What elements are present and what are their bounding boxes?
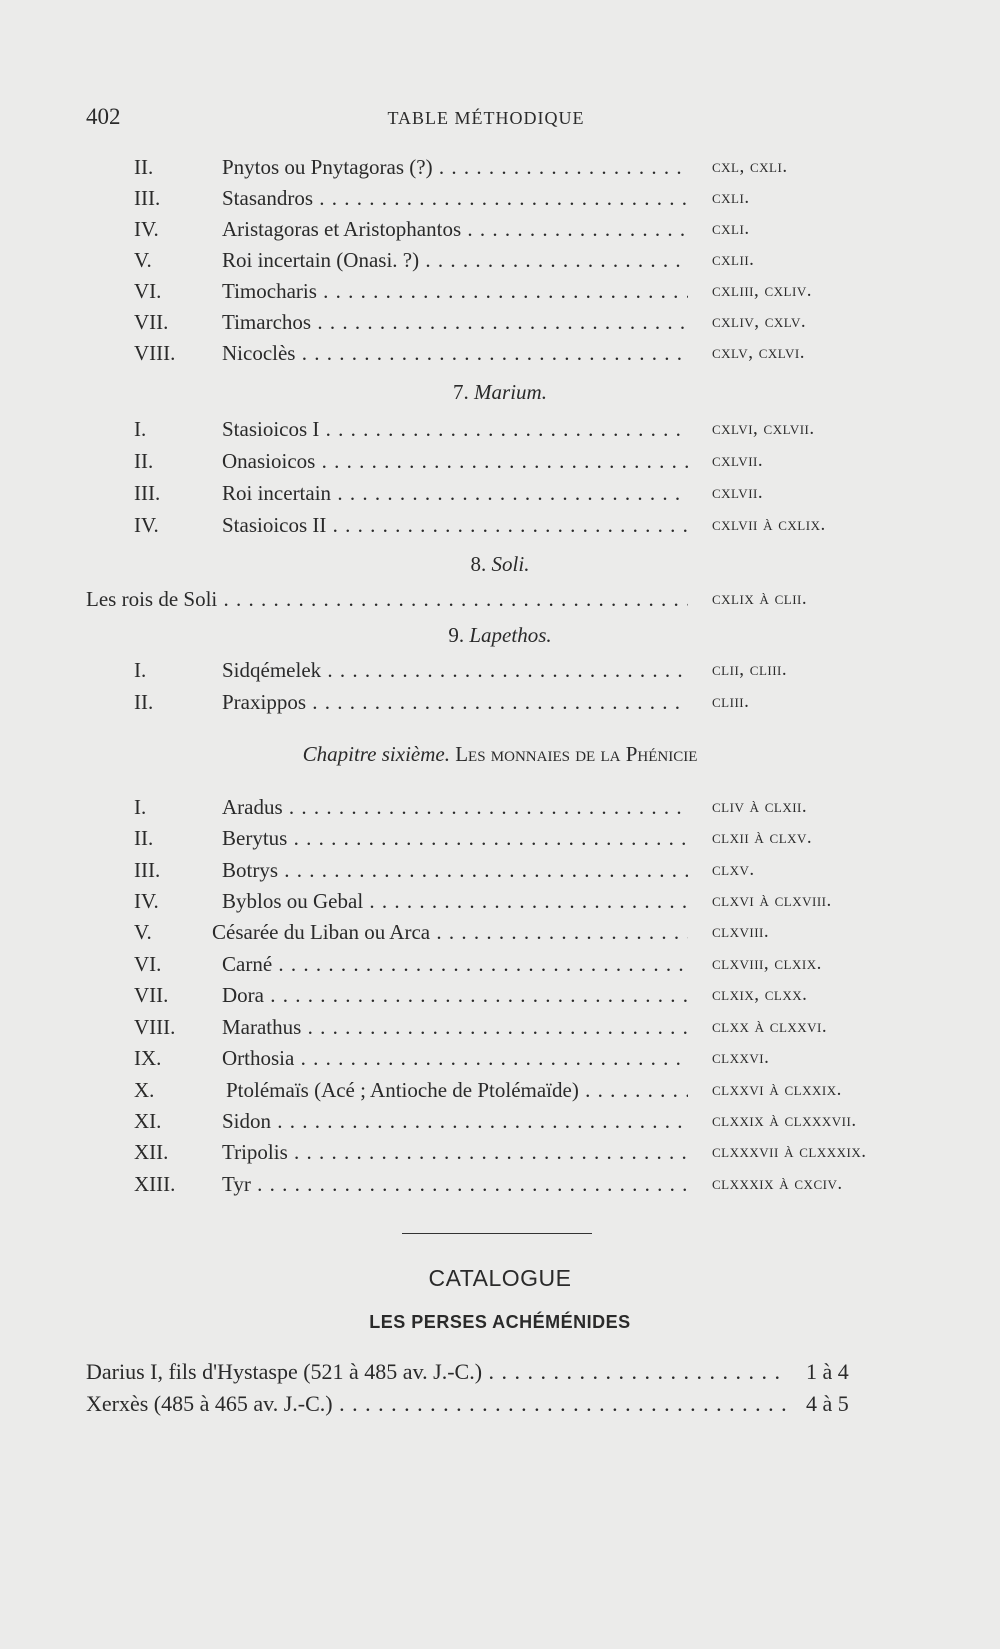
entry-number: II. <box>134 155 154 179</box>
entry-number: I. <box>134 795 147 819</box>
entry-reference: clxviii. <box>712 921 770 942</box>
entry-reference: clxx à clxxvi. <box>712 1016 828 1037</box>
catalogue-title: CATALOGUE <box>428 1265 572 1291</box>
entry-reference: clxv. <box>712 859 755 880</box>
section-divider <box>402 1233 592 1234</box>
toc-row <box>0 1012 1000 1042</box>
toc-row <box>0 949 1000 979</box>
toc-row <box>0 855 1000 885</box>
toc-row <box>0 414 1000 444</box>
entry-name: Byblos ou Gebal <box>222 889 364 913</box>
entry-name: Dora <box>222 983 264 1007</box>
entry-reference: clxxxix à cxciv. <box>712 1173 843 1194</box>
catalogue-entry-pages: 1 à 4 <box>806 1359 849 1384</box>
entry-reference: cxlvii à cxlix. <box>712 514 826 535</box>
entry-number: III. <box>134 186 161 210</box>
entry-number: VI. <box>134 952 162 976</box>
entry-number: XI. <box>134 1109 162 1133</box>
toc-row <box>0 307 1000 337</box>
entry-name: Roi incertain (Onasi. ?) <box>222 248 420 272</box>
toc-row <box>0 792 1000 822</box>
entry-reference: clxxix à clxxxvii. <box>712 1110 857 1131</box>
entry-name: Césarée du Liban ou Arca <box>212 920 431 944</box>
entry-number: IV. <box>134 217 159 241</box>
entry-reference: cliv à clxii. <box>712 796 808 817</box>
entry-number: II. <box>134 690 154 714</box>
subheading-soli: 8. Soli. <box>470 552 530 576</box>
toc-row <box>0 510 1000 540</box>
entry-name: Marathus <box>222 1015 302 1039</box>
entry-reference: clii, cliii. <box>712 659 788 680</box>
entry-number: II. <box>134 826 154 850</box>
entry-number: VII. <box>134 983 169 1007</box>
entry-name: Berytus <box>222 826 288 850</box>
toc-row <box>0 183 1000 213</box>
entry-reference: cxlvii. <box>712 482 764 503</box>
entry-reference: clxxxvii à clxxxix. <box>712 1141 867 1162</box>
entry-number: I. <box>134 658 147 682</box>
entry-name: Carné <box>222 952 273 976</box>
entry-number: I. <box>134 417 147 441</box>
entry-reference: cxliv, cxlv. <box>712 311 807 332</box>
toc-row <box>0 276 1000 306</box>
toc-row <box>0 917 1000 947</box>
entry-number: VII. <box>134 310 169 334</box>
toc-row <box>0 446 1000 476</box>
toc-row <box>0 478 1000 508</box>
entry-reference: cxli. <box>712 187 750 208</box>
toc-row <box>0 214 1000 244</box>
subheading-marium: 7. Marium. <box>453 380 547 404</box>
entry-number: II. <box>134 449 154 473</box>
toc-row <box>0 980 1000 1010</box>
catalogue-entry-name: Xerxès (485 à 465 av. J.-C.) <box>86 1391 333 1416</box>
entry-number: III. <box>134 481 161 505</box>
entry-name: Botrys <box>222 858 279 882</box>
entry-name: Aristagoras et Aristophantos <box>222 217 462 241</box>
toc-row <box>0 823 1000 853</box>
entry-reference: cxliii, cxliv. <box>712 280 812 301</box>
entry-reference: clxix, clxx. <box>712 984 808 1005</box>
entry-reference: cxli. <box>712 218 750 239</box>
page-number: 402 <box>86 104 121 129</box>
running-title: TABLE MÉTHODIQUE <box>387 108 585 128</box>
entry-reference: cxlv, cxlvi. <box>712 342 805 363</box>
catalogue-section-title: LES PERSES ACHÉMÉNIDES <box>369 1312 631 1332</box>
entry-reference: cxlii. <box>712 249 755 270</box>
entry-name: Aradus <box>222 795 283 819</box>
toc-row <box>0 886 1000 916</box>
entry-name: Stasioicos II <box>222 513 327 537</box>
toc-row <box>0 1137 1000 1167</box>
entry-number: V. <box>134 920 152 944</box>
entry-name: Sidon <box>222 1109 272 1133</box>
subheading-lapethos: 9. Lapethos. <box>448 623 552 647</box>
entry-name: Nicoclès <box>222 341 296 365</box>
entry-name: Tyr <box>222 1172 251 1196</box>
entry-name: Onasioicos <box>222 449 316 473</box>
entry-reference: clxii à clxv. <box>712 827 813 848</box>
entry-name: Les rois de Soli <box>86 587 218 611</box>
entry-name: Timarchos <box>222 310 312 334</box>
catalogue-entry-pages: 4 à 5 <box>806 1391 849 1416</box>
chapter-heading <box>0 742 1000 767</box>
entry-number: X. <box>134 1078 155 1102</box>
entry-number: III. <box>134 858 161 882</box>
entry-name: Stasioicos I <box>222 417 320 441</box>
toc-row <box>0 245 1000 275</box>
toc-row <box>0 1043 1000 1073</box>
chapter-label: Chapitre sixième. <box>302 742 450 766</box>
entry-number: IV. <box>134 513 159 537</box>
entry-name: Ptolémaïs (Acé ; Antioche de Ptolémaïde) <box>226 1078 579 1102</box>
entry-reference: cxl, cxli. <box>712 156 788 177</box>
entry-name: Timocharis <box>222 279 317 303</box>
entry-reference: clxxvi. <box>712 1047 770 1068</box>
entry-number: VI. <box>134 279 162 303</box>
entry-reference: clxvi à clxviii. <box>712 890 832 911</box>
entry-number: VIII. <box>134 1015 176 1039</box>
entry-reference: cxlvi, cxlvii. <box>712 418 815 439</box>
entry-number: XIII. <box>134 1172 176 1196</box>
catalogue-entry <box>86 1388 906 1420</box>
page-header <box>86 104 906 134</box>
entry-name: Stasandros <box>222 186 313 210</box>
entry-reference: cliii. <box>712 691 750 712</box>
toc-row <box>0 1106 1000 1136</box>
entry-name: Pnytos ou Pnytagoras (?) <box>222 155 433 179</box>
entry-number: XII. <box>134 1140 169 1164</box>
entry-number: VIII. <box>134 341 176 365</box>
toc-row <box>0 338 1000 368</box>
catalogue-entry <box>86 1356 906 1388</box>
chapter-title: Les monnaies de la Phénicie <box>455 742 698 766</box>
toc-row <box>0 687 1000 717</box>
entry-name: Tripolis <box>222 1140 288 1164</box>
toc-row <box>0 152 1000 182</box>
entry-number: IV. <box>134 889 159 913</box>
entry-reference: clxxvi à clxxix. <box>712 1079 842 1100</box>
entry-name: Roi incertain <box>222 481 332 505</box>
entry-name: Sidqémelek <box>222 658 322 682</box>
entry-reference: cxlvii. <box>712 450 764 471</box>
entry-number: V. <box>134 248 152 272</box>
entry-reference: cxlix à clii. <box>712 588 808 609</box>
entry-reference: clxviii, clxix. <box>712 953 822 974</box>
entry-number: IX. <box>134 1046 162 1070</box>
toc-row <box>0 655 1000 685</box>
toc-row <box>0 1075 1000 1105</box>
catalogue-entry-name: Darius I, fils d'Hystaspe (521 à 485 av. J.-C.) <box>86 1359 483 1384</box>
toc-row <box>0 1169 1000 1199</box>
entry-name: Praxippos <box>222 690 306 714</box>
entry-name: Orthosia <box>222 1046 295 1070</box>
toc-row <box>0 584 1000 614</box>
